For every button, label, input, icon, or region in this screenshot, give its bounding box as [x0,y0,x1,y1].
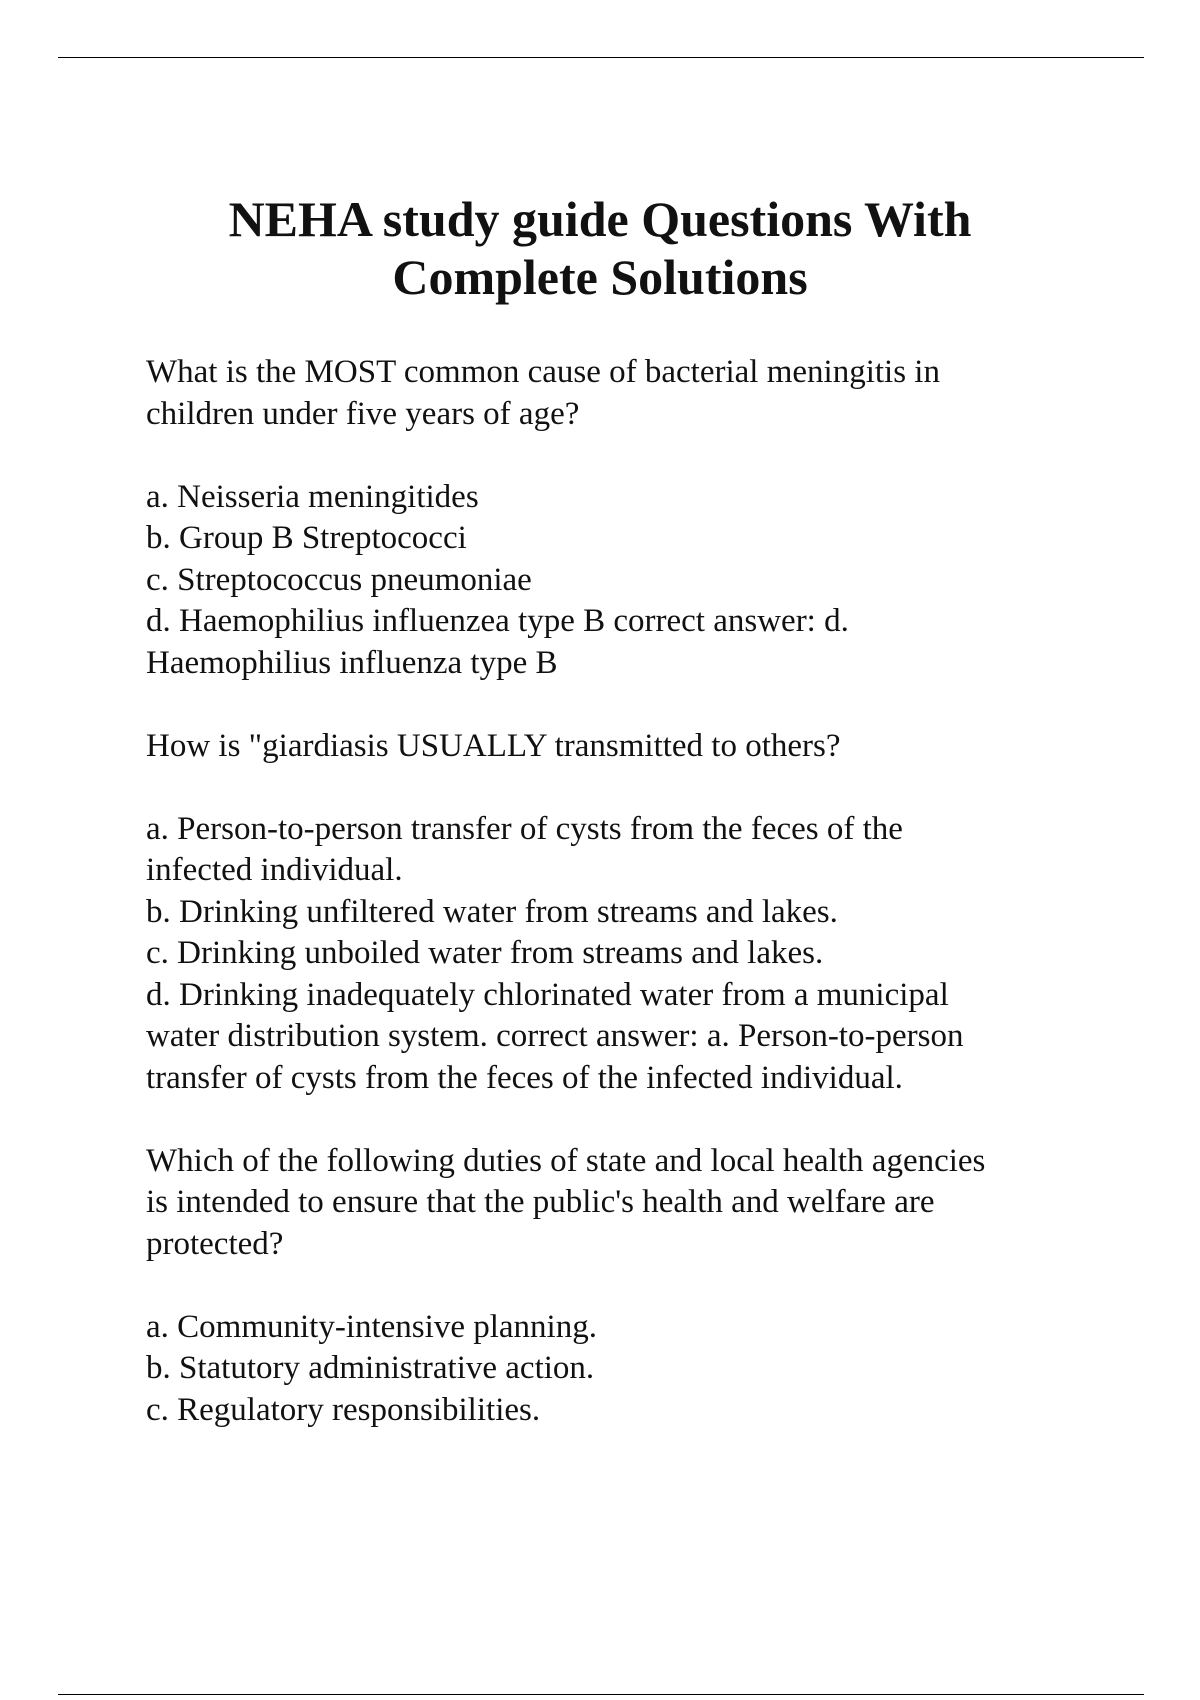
question-3-option-line-3: c. Regulatory responsibilities. [146,1391,541,1428]
question-2-option-line-1: a. Person-to-person transfer of cysts from the feces of the [146,810,903,847]
question-3-line-3: protected? [146,1225,284,1262]
question-2-line-1: How is "giardiasis USUALLY transmitted to others? [146,727,841,764]
question-2-option-line-3: b. Drinking unfiltered water from streams and lakes. [146,893,838,930]
title-line-1: NEHA study guide Questions With [228,191,972,247]
question-2 [146,726,1106,1100]
question-1-option-line-2: b. Group B Streptococci [146,520,467,556]
question-2-option-line-5: d. Drinking inadequately chlorinated water from a municipal [146,976,949,1013]
question-2-option-line-4: c. Drinking unboiled water from streams and lakes. [146,935,824,971]
question-3-line-1: Which of the following duties of state and local health agencies [146,1142,986,1179]
question-3-line-2: is intended to ensure that the public's health and welfare are [146,1184,935,1220]
question-1-option-line-5: Haemophilius influenza type B [146,644,558,681]
question-3-option-line-2: b. Statutory administrative action. [146,1350,595,1386]
question-1-line-2: children under five years of age? [146,395,580,432]
question-1 [146,352,1106,684]
question-3-option-line-1: a. Community-intensive planning. [146,1308,597,1345]
question-2-option-line-7: transfer of cysts from the feces of the infected individual. [146,1059,903,1096]
question-1-option-line-4: d. Haemophilius influenzea type B correct answer: d. [146,603,849,639]
question-1-line-1: What is the MOST common cause of bacterial meningitis in [146,354,940,390]
question-1-option-line-3: c. Streptococcus pneumoniae [146,561,532,598]
question-3 [146,1141,1106,1432]
title-line-2: Complete Solutions [392,249,808,305]
footer-rule [58,1694,1144,1695]
question-2-option-line-6: water distribution system. correct answer: a. Person-to-person [146,1018,964,1054]
document-body [146,352,1106,1431]
document-title [0,190,1200,306]
question-1-option-line-1: a. Neisseria meningitides [146,478,479,515]
header-rule [58,57,1144,58]
question-2-option-line-2: infected individual. [146,852,403,888]
